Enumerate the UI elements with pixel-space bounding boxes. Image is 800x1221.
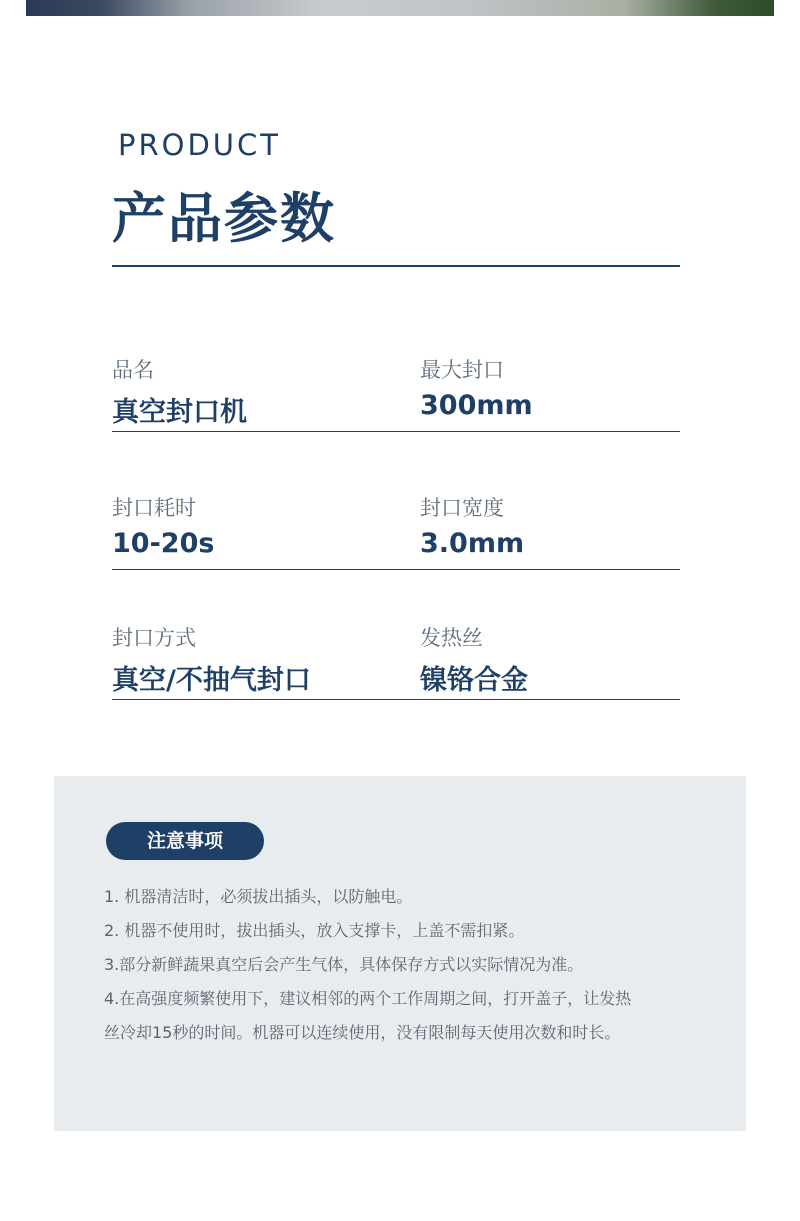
- section-eyebrow: PRODUCT: [118, 128, 281, 162]
- spec-divider: [112, 431, 680, 432]
- spec-label: 封口耗时: [112, 496, 196, 520]
- spec-seal-time: [112, 492, 214, 559]
- spec-divider: [112, 699, 680, 700]
- notice-item: 1. 机器清洁时，必须拔出插头，以防触电。: [104, 887, 413, 906]
- spec-value: 300mm: [420, 390, 533, 421]
- notice-list: [104, 880, 704, 1050]
- spec-value: 镍铬合金: [420, 665, 528, 696]
- spec-label: 最大封口: [420, 358, 504, 382]
- spec-max-seal: [420, 354, 533, 421]
- spec-value: 真空封口机: [112, 397, 247, 428]
- spec-label: 品名: [112, 358, 154, 382]
- spec-heating-wire: [420, 622, 528, 697]
- spec-label: 发热丝: [420, 626, 483, 650]
- spec-divider: [112, 569, 680, 570]
- notice-title-badge: 注意事项: [106, 822, 264, 860]
- title-divider: [112, 265, 680, 267]
- spec-label: 封口方式: [112, 626, 196, 650]
- top-product-photo-strip: [26, 0, 774, 16]
- spec-value: 3.0mm: [420, 528, 525, 559]
- spec-product-name: [112, 354, 247, 429]
- notice-panel: [54, 776, 746, 1131]
- notice-item: 3.部分新鲜蔬果真空后会产生气体，具体保存方式以实际情况为准。: [104, 955, 584, 974]
- spec-value: 真空/不抽气封口: [112, 665, 311, 696]
- notice-item: 4.在高强度频繁使用下，建议相邻的两个工作周期之间，打开盖子，让发热: [104, 989, 632, 1008]
- spec-seal-width: [420, 492, 524, 559]
- notice-item: 2. 机器不使用时，拔出插头，放入支撑卡，上盖不需扣紧。: [104, 921, 525, 940]
- notice-item: 丝冷却15秒的时间。机器可以连续使用，没有限制每天使用次数和时长。: [104, 1023, 621, 1042]
- spec-seal-mode: [112, 622, 311, 697]
- page-title: 产品参数: [112, 187, 336, 250]
- spec-value: 10-20s: [112, 528, 215, 559]
- spec-label: 封口宽度: [420, 496, 504, 520]
